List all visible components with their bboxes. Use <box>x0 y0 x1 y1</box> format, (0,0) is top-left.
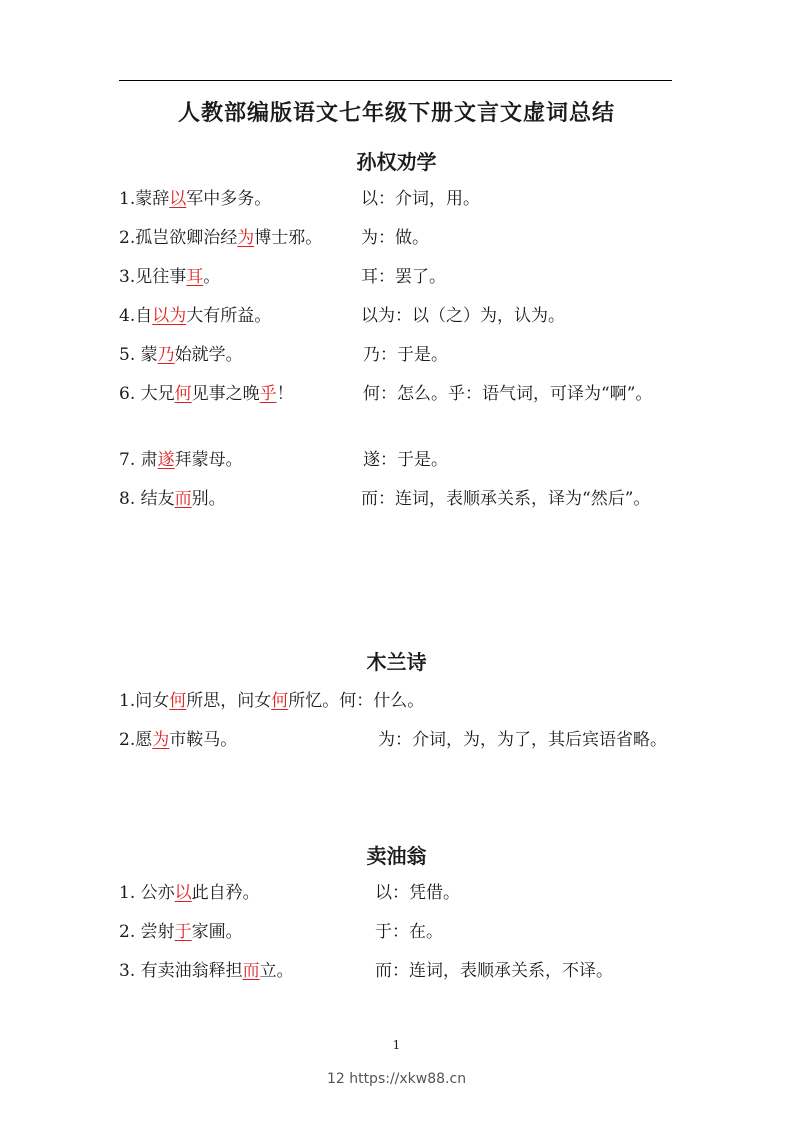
sentence: 2. 尝射于家圃。 <box>119 922 243 942</box>
gloss: 何：怎么。乎：语气词，可译为“啊”。 <box>363 384 653 404</box>
sentence: 7. 肃遂拜蒙母。 <box>119 450 243 470</box>
keyword: 以 <box>169 189 187 209</box>
keyword: 何 <box>174 384 192 404</box>
top-rule <box>119 80 672 81</box>
gloss: 以：介词，用。 <box>361 189 480 209</box>
sentence: 8. 结友而别。 <box>119 489 226 509</box>
section-heading-sunquan: 孙权劝学 <box>356 150 437 174</box>
gloss: 以：凭借。 <box>375 883 460 903</box>
gloss: 而：连词，表顺承关系，译为“然后”。 <box>361 489 651 509</box>
keyword: 而 <box>242 961 260 981</box>
gloss: 遂：于是。 <box>363 450 448 470</box>
gloss: 乃：于是。 <box>363 345 448 365</box>
page-number: 1 <box>392 1038 401 1052</box>
sentence: 3. 有卖油翁释担而立。 <box>119 961 294 981</box>
sentence: 1.蒙辞以军中多务。 <box>119 189 272 209</box>
sentence: 1.问女何所思，问女何所忆。何：什么。 <box>119 691 425 711</box>
keyword: 何 <box>271 691 289 711</box>
keyword: 而 <box>174 489 192 509</box>
gloss: 为：介词，为，为了，其后宾语省略。 <box>378 730 667 750</box>
keyword: 以为 <box>152 306 187 326</box>
watermark-text: 12 https://xkw88.cn <box>326 1071 467 1087</box>
sentence: 2.孤岂欲卿治经为博士邪。 <box>119 228 323 248</box>
gloss: 耳：罢了。 <box>361 267 446 287</box>
keyword: 乃 <box>157 345 175 365</box>
keyword: 为 <box>237 228 255 248</box>
keyword: 耳 <box>186 267 204 287</box>
sentence: 2.愿为市鞍马。 <box>119 730 238 750</box>
keyword: 乎 <box>259 384 277 404</box>
keyword: 何 <box>169 691 187 711</box>
sentence: 3.见往事耳。 <box>119 267 221 287</box>
document-title: 人教部编版语文七年级下册文言文虚词总结 <box>177 100 615 126</box>
gloss: 为：做。 <box>361 228 429 248</box>
sentence: 1. 公亦以此自矜。 <box>119 883 260 903</box>
sentence: 6. 大兄何见事之晚乎！ <box>119 384 294 404</box>
gloss: 何：什么。 <box>339 691 425 711</box>
keyword: 以 <box>174 883 192 903</box>
sentence: 4.自以为大有所益。 <box>119 306 272 326</box>
section-heading-maiyouweng: 卖油翁 <box>366 844 427 868</box>
keyword: 为 <box>152 730 170 750</box>
gloss: 于：在。 <box>375 922 443 942</box>
section-heading-mulan: 木兰诗 <box>366 650 427 674</box>
gloss: 以为：以（之）为，认为。 <box>361 306 565 326</box>
keyword: 于 <box>174 922 192 942</box>
keyword: 遂 <box>157 450 175 470</box>
gloss: 而：连词，表顺承关系，不译。 <box>375 961 613 981</box>
sentence: 5. 蒙乃始就学。 <box>119 345 243 365</box>
